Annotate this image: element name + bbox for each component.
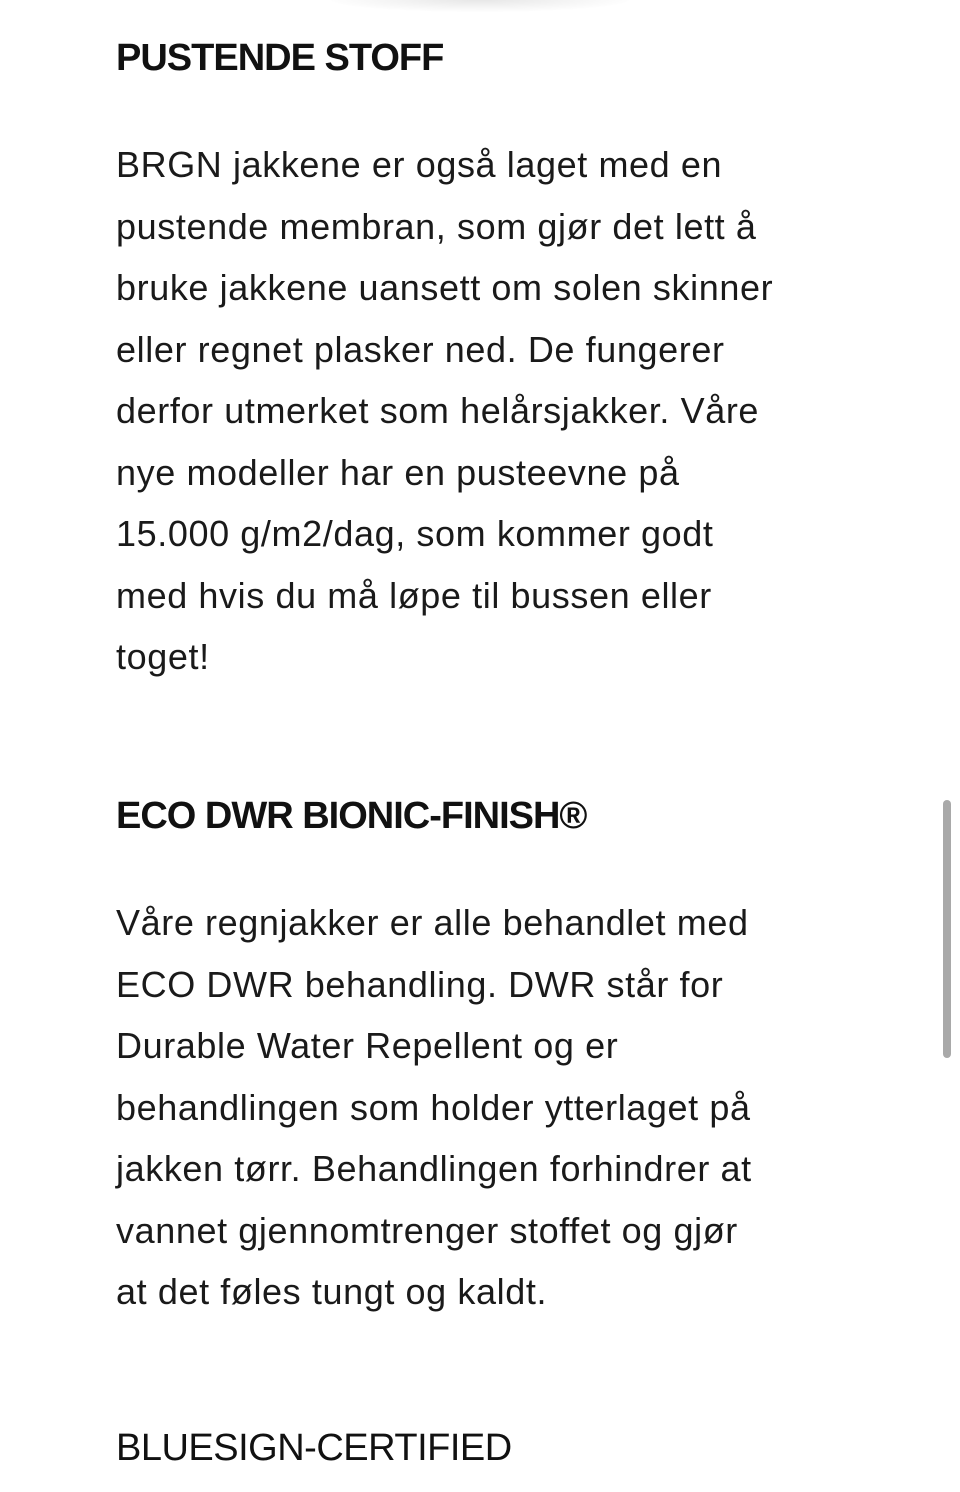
body-line: at det føles tungt og kaldt.	[116, 1271, 548, 1312]
body-line: BRGN jakkene er også laget med en	[116, 144, 723, 185]
body-line: vannet gjennomtrenger stoffet og gjør	[116, 1209, 738, 1251]
body-line: pustende membran, som gjør det lett å	[116, 205, 757, 247]
section-heading-bluesign: BLUESIGN-CERTIFIED	[116, 1427, 512, 1469]
body-line: jakken tørr. Behandlingen forhindrer at	[116, 1148, 752, 1189]
body-line: toget!	[116, 636, 210, 677]
top-shadow	[330, 0, 630, 12]
body-line: Durable Water Repellent og er	[116, 1025, 619, 1066]
section-body-pustende-stoff	[116, 134, 773, 688]
body-line: eller regnet plasker ned. De fungerer	[116, 328, 725, 370]
body-line: Våre regnjakker er alle behandlet med	[116, 902, 749, 943]
body-line: 15.000 g/m2/dag, som kommer godt	[116, 513, 714, 554]
section-body-eco-dwr	[116, 892, 752, 1323]
body-line: behandlingen som holder ytterlaget på	[116, 1086, 751, 1128]
body-line: med hvis du må løpe til bussen eller	[116, 574, 712, 616]
body-line: bruke jakkene uansett om solen skinner	[116, 267, 774, 308]
body-line: derfor utmerket som helårsjakker. Våre	[116, 390, 760, 431]
section-heading-eco-dwr: ECO DWR BIONIC-FINISH®	[116, 795, 587, 837]
body-line: nye modeller har en pusteevne på	[116, 451, 680, 493]
scrollbar-thumb[interactable]	[943, 800, 951, 1058]
body-line: ECO DWR behandling. DWR står for	[116, 963, 724, 1005]
section-heading-pustende-stoff: PUSTENDE STOFF	[116, 37, 444, 79]
